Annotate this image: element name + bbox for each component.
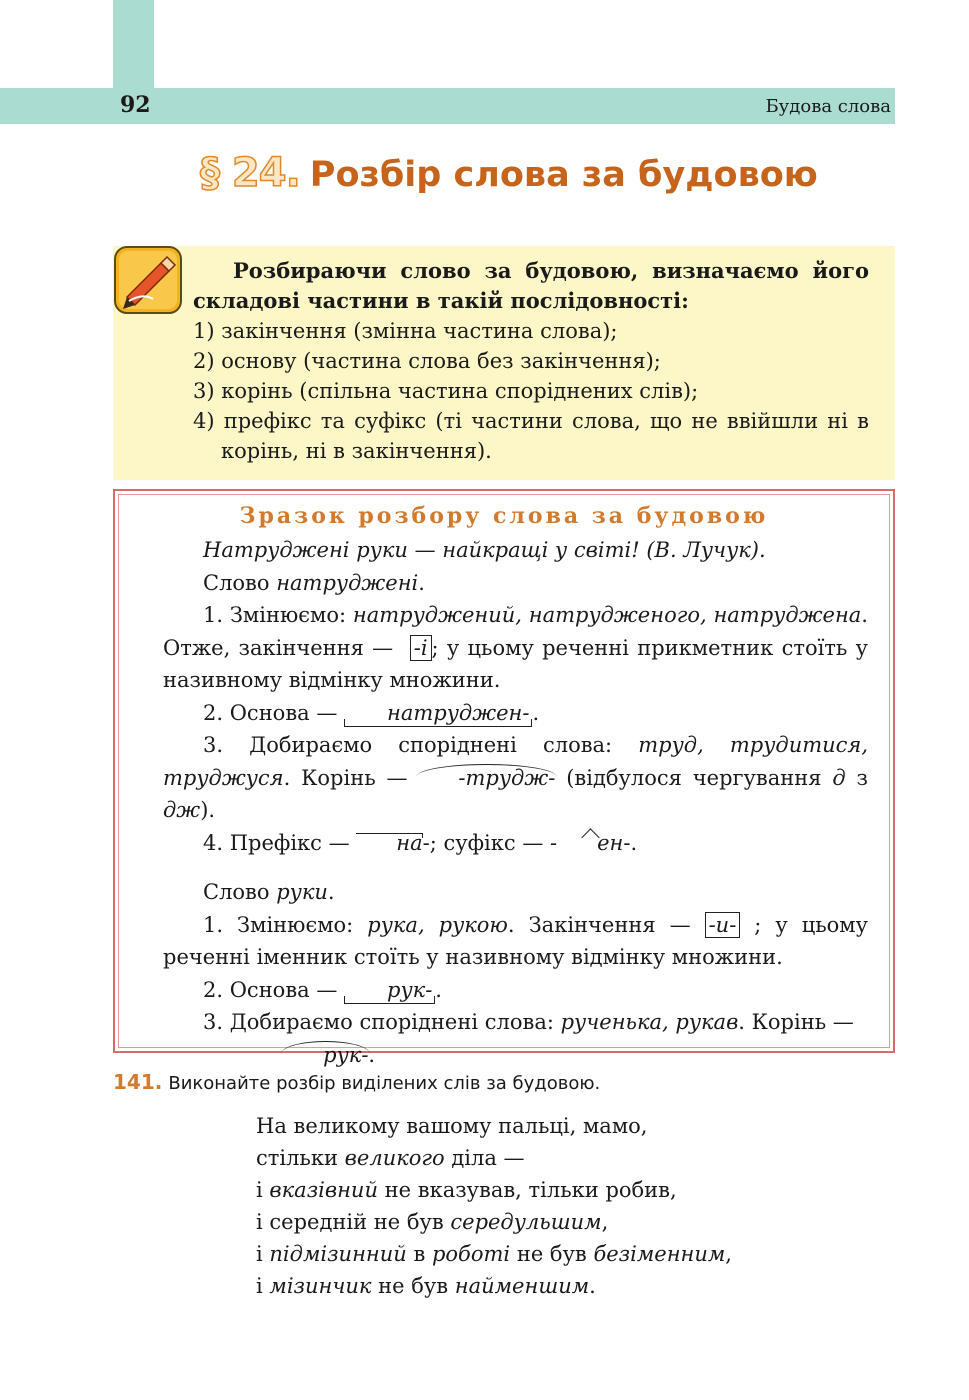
stem-mark: натруджен- <box>344 697 532 730</box>
sample-step-affixes: 4. Префікс — на-; суфікс — - ен-. <box>163 827 868 860</box>
rule-item: 4) префікс та суфікс (ті частини слова, що не ввійшли ні в корінь, ні в закінчення). <box>193 409 869 463</box>
sample-title: Зразок розбору слова за будовою <box>239 503 769 529</box>
page-number: 92 <box>120 92 151 118</box>
sample-step-ending-2: 1. Змінюємо: рука, рукою. Закінчення — -и- ; у цьому реченні іменник стоїть у називному відмінку множини. <box>163 912 868 969</box>
sample-step-ending: 1. Змінюємо: натруджений, натрудженого, натруджена. Отже, закінчення — -і ; у цьому реченні прикметник стоїть у називному відмінку множини. <box>163 603 868 692</box>
sample-body <box>163 534 868 1071</box>
poem-line: і середній не був середульшим, <box>256 1210 609 1234</box>
rule-item: 3) корінь (спільна частина споріднених слів); <box>193 379 699 403</box>
sample-step-stem-2: 2. Основа — рук- . <box>163 974 868 1007</box>
rule-content <box>193 256 869 466</box>
root-mark: -трудж- <box>418 762 555 795</box>
sample-word-1: Слово натруджені. <box>203 570 425 595</box>
exercise-number: 141. <box>113 1070 163 1094</box>
root-mark: рук- <box>283 1039 368 1072</box>
sample-word-2: Слово руки. <box>203 880 335 904</box>
section-number: § 24. <box>200 150 300 196</box>
rule-item: 1) закінчення (змінна частина слова); <box>193 319 618 343</box>
page-title <box>200 150 840 196</box>
rule-heading: Розбираючи слово за будовою, визначаємо його складові частини в такій послідовності: <box>193 258 869 313</box>
section-title: Розбір слова за будовою <box>309 155 818 195</box>
pencil-icon <box>113 245 183 315</box>
ending-mark: -и- <box>705 912 741 938</box>
sample-step-root: 3. Добираємо споріднені слова: труд, трудитися, труджуся. Корінь — -трудж- (відбулося чергування д з дж). <box>163 733 868 822</box>
poem <box>256 1110 732 1302</box>
ending-mark: -і <box>410 635 432 661</box>
poem-line: і вказівний не вказував, тільки робив, <box>256 1178 677 1202</box>
poem-line: На великому вашому пальці, мамо, <box>256 1114 648 1138</box>
prefix-mark: на <box>356 827 422 860</box>
stem-mark: рук- <box>344 974 435 1007</box>
suffix-mark: ен <box>557 827 623 860</box>
sample-quote: Натруджені руки — найкращі у світі! (В. Лучук). <box>203 538 766 562</box>
poem-line: і мізинчик не був найменшим. <box>256 1274 596 1298</box>
sample-step-root-2: 3. Добираємо споріднені слова: рученька, рукав. Корінь — рук-. <box>163 1006 868 1071</box>
exercise-text: Виконайте розбір виділених слів за будовою. <box>168 1073 601 1094</box>
exercise-line <box>113 1070 600 1094</box>
poem-line: і підмізинний в роботі не був безіменним, <box>256 1242 732 1266</box>
rule-item: 2) основу (частина слова без закінчення); <box>193 349 661 373</box>
poem-line: стільки великого діла — <box>256 1146 525 1170</box>
running-head: Будова слова <box>765 96 891 117</box>
rule-list <box>193 316 869 466</box>
sample-step-stem: 2. Основа — натруджен- . <box>163 697 868 730</box>
